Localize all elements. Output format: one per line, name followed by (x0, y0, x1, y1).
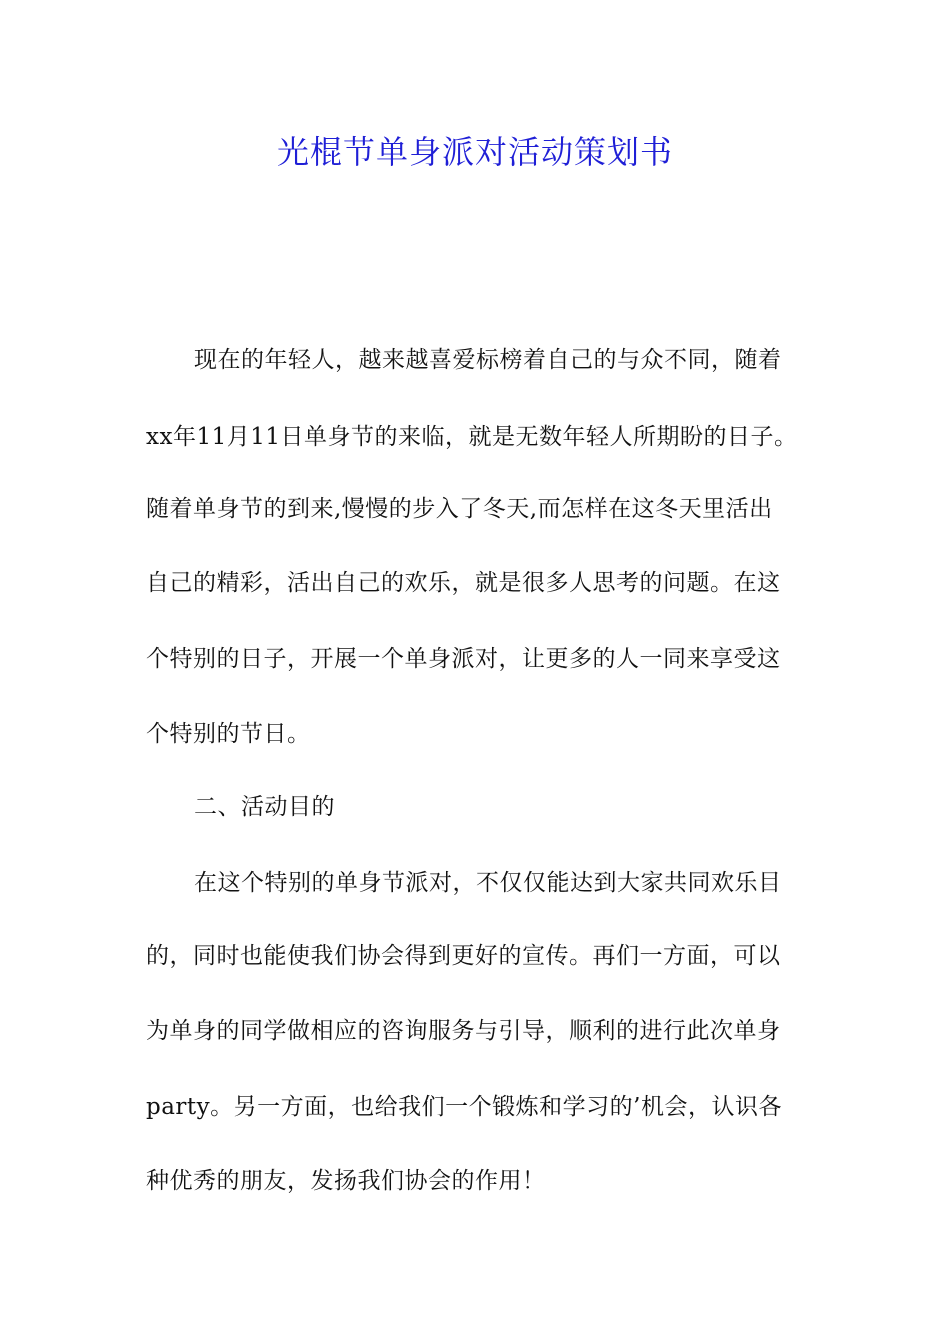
document-title: 光棍节单身派对活动策划书 (276, 133, 673, 171)
paragraph-2-line-1: 在这个特别的单身节派对，不仅仅能达到大家共同欢乐目 (194, 870, 782, 896)
paragraph-1-line-5: 个特别的日子，开展一个单身派对，让更多的人一同来享受这 (146, 646, 781, 672)
paragraph-2-line-3: 为单身的同学做相应的咨询服务与引导，顺利的进行此次单身 (146, 1018, 781, 1044)
paragraph-1-line-3: 随着单身节的到来,慢慢的步入了冬天,而怎样在这冬天里活出 (146, 496, 773, 522)
paragraph-1-line-4: 自己的精彩，活出自己的欢乐，就是很多人思考的问题。在这 (146, 570, 781, 596)
paragraph-1-line-6: 个特别的节日。 (146, 721, 311, 747)
paragraph-2-line-5: 种优秀的朋友，发扬我们协会的作用！ (146, 1168, 546, 1194)
paragraph-2-line-4: party。另一方面，也给我们一个锻炼和学习的’机会，认识各 (146, 1094, 782, 1120)
paragraph-2-line-2: 的，同时也能使我们协会得到更好的宣传。再们一方面，可以 (146, 943, 781, 969)
section-heading-purpose: 二、活动目的 (194, 794, 335, 820)
paragraph-1-line-2: xx年11月11日单身节的来临，就是无数年轻人所期盼的日子。 (146, 424, 798, 450)
paragraph-1-line-1: 现在的年轻人，越来越喜爱标榜着自己的与众不同，随着 (194, 347, 782, 373)
